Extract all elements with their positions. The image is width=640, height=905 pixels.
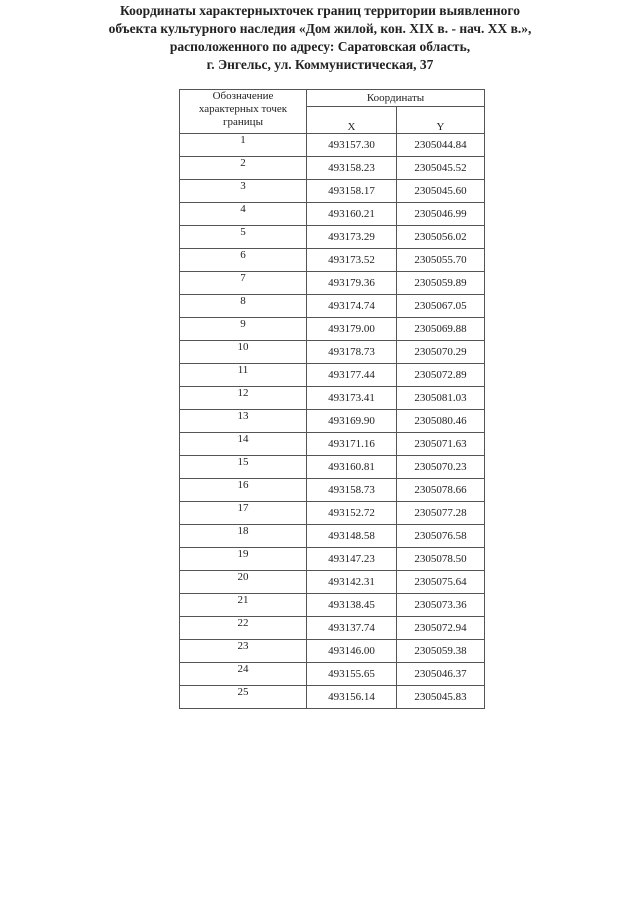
table-body [180,134,485,709]
table-row [180,594,485,617]
y-coordinate-cell: 2305055.70 [397,249,485,272]
y-coordinate-cell: 2305044.84 [397,134,485,157]
title-line: расположенного по адресу: Саратовская область, [169,39,471,54]
y-coordinate-cell: 2305059.38 [397,640,485,663]
point-number-cell: 18 [180,525,307,548]
y-coordinate-cell: 2305067.05 [397,295,485,318]
x-coordinate-cell: 493178.73 [307,341,397,364]
table-row [180,502,485,525]
point-number-cell: 21 [180,594,307,617]
point-number-cell: 22 [180,617,307,640]
y-coordinate-cell: 2305059.89 [397,272,485,295]
document-title [70,2,570,74]
point-header-line: характерных точек [198,103,288,115]
table-row [180,387,485,410]
point-number-cell: 17 [180,502,307,525]
x-coordinate-cell: 493152.72 [307,502,397,525]
table-row [180,456,485,479]
table-row [180,249,485,272]
table-row [180,318,485,341]
x-coordinate-cell: 493157.30 [307,134,397,157]
y-coordinate-cell: 2305045.60 [397,180,485,203]
point-header-line: границы [223,116,263,128]
y-coordinate-cell: 2305071.63 [397,433,485,456]
point-number-cell: 11 [180,364,307,387]
table-row [180,571,485,594]
x-coordinate-cell: 493138.45 [307,594,397,617]
x-coordinate-cell: 493179.00 [307,318,397,341]
point-number-cell: 16 [180,479,307,502]
x-coordinate-cell: 493177.44 [307,364,397,387]
table-row [180,686,485,709]
point-number-cell: 14 [180,433,307,456]
y-coordinate-cell: 2305070.23 [397,456,485,479]
table-row [180,364,485,387]
y-coordinate-cell: 2305080.46 [397,410,485,433]
x-coordinate-cell: 493173.29 [307,226,397,249]
x-coordinate-cell: 493173.41 [307,387,397,410]
table-row [180,203,485,226]
x-coordinate-cell: 493173.52 [307,249,397,272]
y-coordinate-cell: 2305045.83 [397,686,485,709]
point-number-cell: 12 [180,387,307,410]
point-number-cell: 23 [180,640,307,663]
point-number-cell: 5 [180,226,307,249]
y-coordinate-cell: 2305072.89 [397,364,485,387]
point-number-cell: 3 [180,180,307,203]
x-coordinate-cell: 493171.16 [307,433,397,456]
table-row [180,134,485,157]
point-number-cell: 24 [180,663,307,686]
table-row [180,272,485,295]
coordinates-table [179,89,485,709]
y-column-header: Y [397,107,485,134]
x-coordinate-cell: 493179.36 [307,272,397,295]
table-row [180,479,485,502]
table-row [180,226,485,249]
table-row [180,410,485,433]
table-row [180,617,485,640]
x-column-header: X [307,107,397,134]
x-coordinate-cell: 493160.21 [307,203,397,226]
point-number-cell: 6 [180,249,307,272]
x-coordinate-cell: 493174.74 [307,295,397,318]
x-coordinate-cell: 493160.81 [307,456,397,479]
point-number-cell: 9 [180,318,307,341]
y-coordinate-cell: 2305070.29 [397,341,485,364]
point-number-cell: 15 [180,456,307,479]
point-number-cell: 8 [180,295,307,318]
table-row [180,548,485,571]
point-number-cell: 19 [180,548,307,571]
table-row [180,433,485,456]
point-number-cell: 4 [180,203,307,226]
coordinates-header: Координаты [307,90,485,107]
title-line: объекта культурного наследия «Дом жилой, кон. XIX в. - нач. XX в.», [108,21,532,36]
y-coordinate-cell: 2305075.64 [397,571,485,594]
point-number-cell: 20 [180,571,307,594]
y-coordinate-cell: 2305072.94 [397,617,485,640]
table-row [180,663,485,686]
point-number-cell: 1 [180,134,307,157]
point-number-cell: 10 [180,341,307,364]
x-coordinate-cell: 493169.90 [307,410,397,433]
table-row [180,295,485,318]
table-row [180,157,485,180]
x-coordinate-cell: 493158.23 [307,157,397,180]
y-coordinate-cell: 2305056.02 [397,226,485,249]
table-row [180,341,485,364]
x-coordinate-cell: 493148.58 [307,525,397,548]
y-coordinate-cell: 2305046.99 [397,203,485,226]
x-coordinate-cell: 493158.73 [307,479,397,502]
y-coordinate-cell: 2305045.52 [397,157,485,180]
table-row [180,640,485,663]
y-coordinate-cell: 2305069.88 [397,318,485,341]
x-coordinate-cell: 493156.14 [307,686,397,709]
table-row [180,525,485,548]
title-line: Координаты характерныхточек границ территории выявленного [120,3,520,18]
table-row [180,180,485,203]
point-number-cell: 13 [180,410,307,433]
point-header-line: Обозначение [212,90,274,102]
x-coordinate-cell: 493158.17 [307,180,397,203]
y-coordinate-cell: 2305073.36 [397,594,485,617]
point-column-header [180,90,307,134]
x-coordinate-cell: 493146.00 [307,640,397,663]
y-coordinate-cell: 2305076.58 [397,525,485,548]
y-coordinate-cell: 2305081.03 [397,387,485,410]
point-number-cell: 2 [180,157,307,180]
x-coordinate-cell: 493155.65 [307,663,397,686]
y-coordinate-cell: 2305046.37 [397,663,485,686]
y-coordinate-cell: 2305078.50 [397,548,485,571]
x-coordinate-cell: 493142.31 [307,571,397,594]
x-coordinate-cell: 493137.74 [307,617,397,640]
point-number-cell: 7 [180,272,307,295]
x-coordinate-cell: 493147.23 [307,548,397,571]
y-coordinate-cell: 2305077.28 [397,502,485,525]
point-number-cell: 25 [180,686,307,709]
title-line: г. Энгельс, ул. Коммунистическая, 37 [206,57,434,72]
y-coordinate-cell: 2305078.66 [397,479,485,502]
